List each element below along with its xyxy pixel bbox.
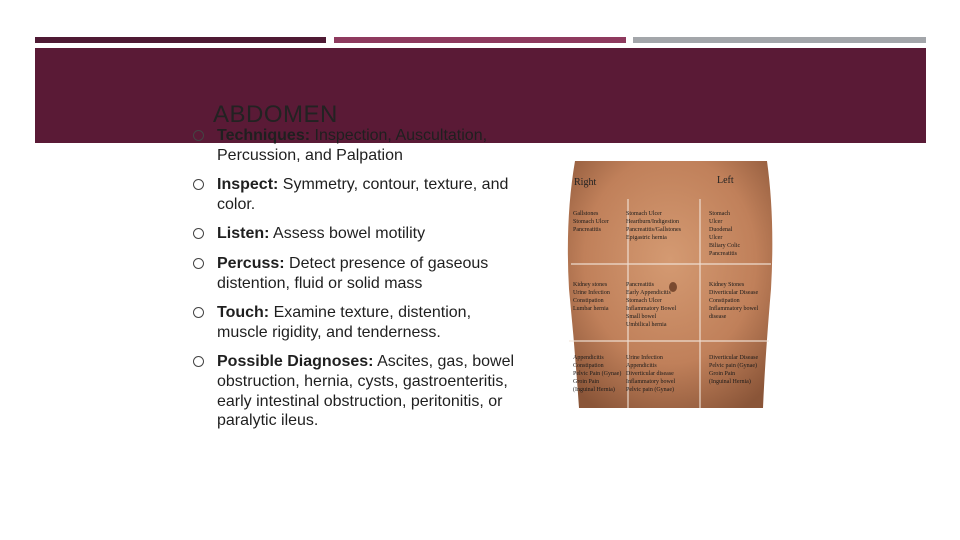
bullet-item [193, 224, 523, 244]
region-label-line: Diverticular Disease [709, 290, 759, 296]
region-label-line: Small bowel [626, 314, 657, 320]
region-label-line: Stomach [709, 211, 730, 217]
region-label-line: Inflammatory Bowel [626, 306, 677, 312]
region-label-line: Duodenal [709, 227, 733, 233]
region-label-line: Inflammatory bowel [626, 379, 676, 385]
region-label-line: Biliary Colic [709, 243, 741, 249]
bullet-term: Listen: [217, 225, 270, 243]
bullet-circle-icon [193, 307, 204, 318]
region-label-line: Umbilical hernia [626, 322, 667, 328]
region-label-line: Appendicitis [626, 363, 657, 369]
region-label-line: Epigastric hernia [626, 235, 667, 241]
region-label-line: Constipation [573, 363, 604, 369]
region-label-line: Lumbar hernia [573, 306, 609, 312]
bullet-term: Inspect: [217, 176, 279, 194]
left-side-label: Left [717, 175, 734, 186]
bullet-text: Detect presence of gaseous distention, fluid or solid mass [217, 254, 489, 292]
region-label-line: Gallstones [573, 211, 599, 217]
bullet-item [193, 126, 523, 165]
abdomen-quadrant-figure [557, 159, 785, 408]
bullet-circle-icon [193, 356, 204, 367]
region-label-line: Pancreatitis/Gallstones [626, 227, 681, 233]
slide-title: ABDOMEN [213, 101, 338, 128]
accent-bar-dark [35, 37, 326, 43]
accent-bar-gray [633, 37, 926, 43]
accent-bar-mauve [334, 37, 626, 43]
bullet-circle-icon [193, 179, 204, 190]
region-label-line: Stomach Ulcer [573, 219, 609, 225]
region-label-line: Inflammatory bowel [709, 306, 759, 312]
region-label-line: Ulcer [709, 219, 723, 225]
bullet-item [193, 175, 523, 214]
region-label-line: Urine Infection [573, 290, 610, 296]
region-label-line: Pancreatitis [709, 251, 737, 257]
region-label-line: Appendicitis [573, 355, 604, 361]
bullet-item [193, 303, 523, 342]
region-label-line: Pancreatitis [573, 227, 601, 233]
abdomen-image [557, 159, 785, 408]
region-label-line: Diverticular disease [626, 371, 674, 377]
region-label-line: Stomach Ulcer [626, 298, 662, 304]
region-label-line: Urine Infection [626, 355, 663, 361]
region-label-line: Stomach Ulcer [626, 211, 662, 217]
region-label-line: Pelvic pain (Gynae) [626, 387, 674, 393]
bullet-item [193, 352, 523, 430]
bullet-text: Examine texture, distention, muscle rigidity, and tenderness. [217, 304, 472, 341]
bullet-item [193, 254, 523, 293]
bullet-circle-icon [193, 258, 204, 269]
bullet-term: Percuss: [217, 254, 285, 272]
bullet-circle-icon [193, 228, 204, 239]
region-label-line: Ulcer [709, 235, 723, 241]
bullet-text: Assess bowel motility [269, 225, 426, 243]
bullet-text: Symmetry, contour, texture, and color. [217, 176, 509, 213]
region-label-line: disease [709, 314, 727, 320]
region-label-line: (Inguinal Hernia) [573, 387, 615, 393]
right-side-label: Right [574, 177, 597, 188]
region-label-line: Pelvic pain (Gynae) [709, 363, 757, 369]
bullet-text: Ascites, gas, bowel obstruction, hernia, cysts, gastroenteritis, early intestinal obstruction, peritonitis, or paralytic ileus. [217, 353, 515, 430]
region-label-line: Constipation [709, 298, 740, 304]
bullet-term: Techniques: [217, 127, 311, 144]
region-label-line: Diverticular Disease [709, 355, 759, 361]
region-label-line: Constipation [573, 298, 604, 304]
region-label-line: Pelvic Pain (Gynae) [573, 371, 622, 377]
region-label-line: Kidney Stones [709, 282, 745, 288]
bullet-term: Touch: [217, 304, 270, 322]
bullet-term: Possible Diagnoses: [217, 353, 374, 371]
region-label-line: Heartburn/Indigestion [626, 219, 679, 225]
region-label-line: Kidney stones [573, 282, 608, 288]
region-label-line: Pancreatitis [626, 282, 654, 288]
bullet-list [193, 126, 523, 441]
bullet-circle-icon [193, 130, 204, 141]
region-label-line: Groin Pain [709, 371, 736, 377]
region-label-line: Groin Pain [573, 379, 600, 385]
region-label-line: Early Appendicitis [626, 290, 671, 296]
region-label-line: (Inguinal Hernia) [709, 379, 751, 385]
bullet-text: Inspection, Auscultation, Percussion, and Palpation [217, 127, 488, 164]
